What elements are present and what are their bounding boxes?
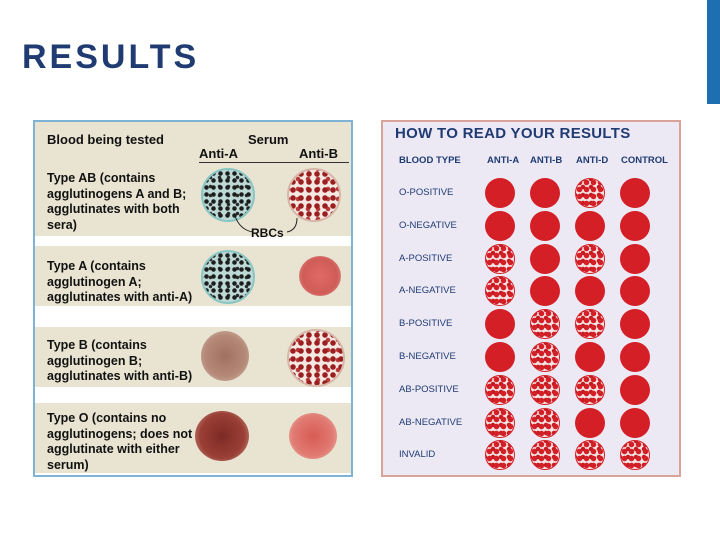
results-chart-body [383,122,679,475]
row-label-b-positive: B-POSITIVE [399,318,453,330]
result-dot-solid [575,211,605,241]
result-dot-agglutinated [575,440,605,470]
result-dot-agglutinated [575,375,605,405]
result-dot-solid [620,408,650,438]
row-type-b [35,327,351,387]
row-label-o-negative: O-NEGATIVE [399,219,457,231]
col-header-anti-a: ANTI-A [487,155,520,166]
col-header-anti-d: ANTI-D [576,155,609,166]
result-dot-solid [530,276,560,306]
result-dot-agglutinated [575,178,605,208]
blood-typing-figure [33,120,353,477]
row-label-ab-positive: AB-POSITIVE [399,383,459,395]
col-header-anti-b: ANTI-B [530,155,563,166]
header-serum: Serum [248,132,289,147]
result-dot-agglutinated [575,309,605,339]
header-anti-b: Anti-B [299,146,338,161]
row-description: Type A (contains agglutinogen A; agglutinates with anti-A) [47,259,193,304]
result-dot-agglutinated [530,309,560,339]
slide-title: RESULTS [22,38,200,76]
result-dot-solid [575,342,605,372]
result-dot-solid [575,408,605,438]
result-dot-solid [620,342,650,372]
result-dot-solid [575,276,605,306]
row-description: Type B (contains agglutinogen B; agglutinates with anti-B) [47,338,193,383]
result-dot-solid [620,244,650,274]
results-chart-title: HOW TO READ YOUR RESULTS [395,125,631,142]
anti-a-smooth-sample [201,331,249,381]
row-description: Type O (contains no agglutinogens; does not agglutinate with either serum) [47,411,193,472]
anti-b-agglutinated-sample [287,329,345,387]
result-dot-agglutinated [530,440,560,470]
result-dot-agglutinated [485,375,515,405]
result-dot-agglutinated [485,244,515,274]
rbcs-label: RBCs [251,226,284,240]
row-label-ab-negative: AB-NEGATIVE [399,416,463,428]
row-label-invalid: INVALID [399,449,436,461]
row-label-o-positive: O-POSITIVE [399,187,454,198]
result-dot-agglutinated [620,440,650,470]
row-label-a-negative: A-NEGATIVE [399,285,456,297]
slide-accent-bar [707,0,720,104]
row-type-a [35,246,351,306]
result-dot-solid [485,178,515,208]
row-label-b-negative: B-NEGATIVE [399,351,456,362]
result-dot-agglutinated [485,408,515,438]
result-dot-agglutinated [530,342,560,372]
result-dot-solid [620,276,650,306]
header-blood-tested: Blood being tested [47,132,164,147]
row-label-a-positive: A-POSITIVE [399,252,453,264]
result-dot-solid [620,211,650,241]
result-dot-solid [485,309,515,339]
result-dot-agglutinated [575,244,605,274]
row-divider [35,387,351,392]
row-divider [35,306,351,311]
result-dot-solid [530,178,560,208]
result-dot-solid [530,244,560,274]
row-type-ab [35,122,351,240]
result-dot-agglutinated [485,440,515,470]
result-dot-solid [530,211,560,241]
result-dot-agglutinated [530,375,560,405]
header-anti-a: Anti-A [199,146,238,161]
row-description: Type AB (contains agglutinogens A and B; agglutinates with both sera) [47,171,187,232]
anti-a-agglutinated-sample [201,250,255,304]
anti-b-smooth-sample [299,256,341,296]
result-dot-solid [620,178,650,208]
result-dot-solid [620,309,650,339]
result-dot-agglutinated [530,408,560,438]
result-dot-solid [485,211,515,241]
result-dot-solid [485,342,515,372]
col-header-control: CONTROL [621,155,668,166]
result-dot-agglutinated [485,276,515,306]
result-dot-solid [620,375,650,405]
anti-b-smooth-sample [289,413,337,459]
rbcs-pointer-lines [35,122,351,236]
row-type-o [35,403,351,473]
col-header-blood-type: BLOOD TYPE [399,155,461,166]
anti-a-smooth-sample [195,411,249,461]
results-chart [381,120,681,477]
